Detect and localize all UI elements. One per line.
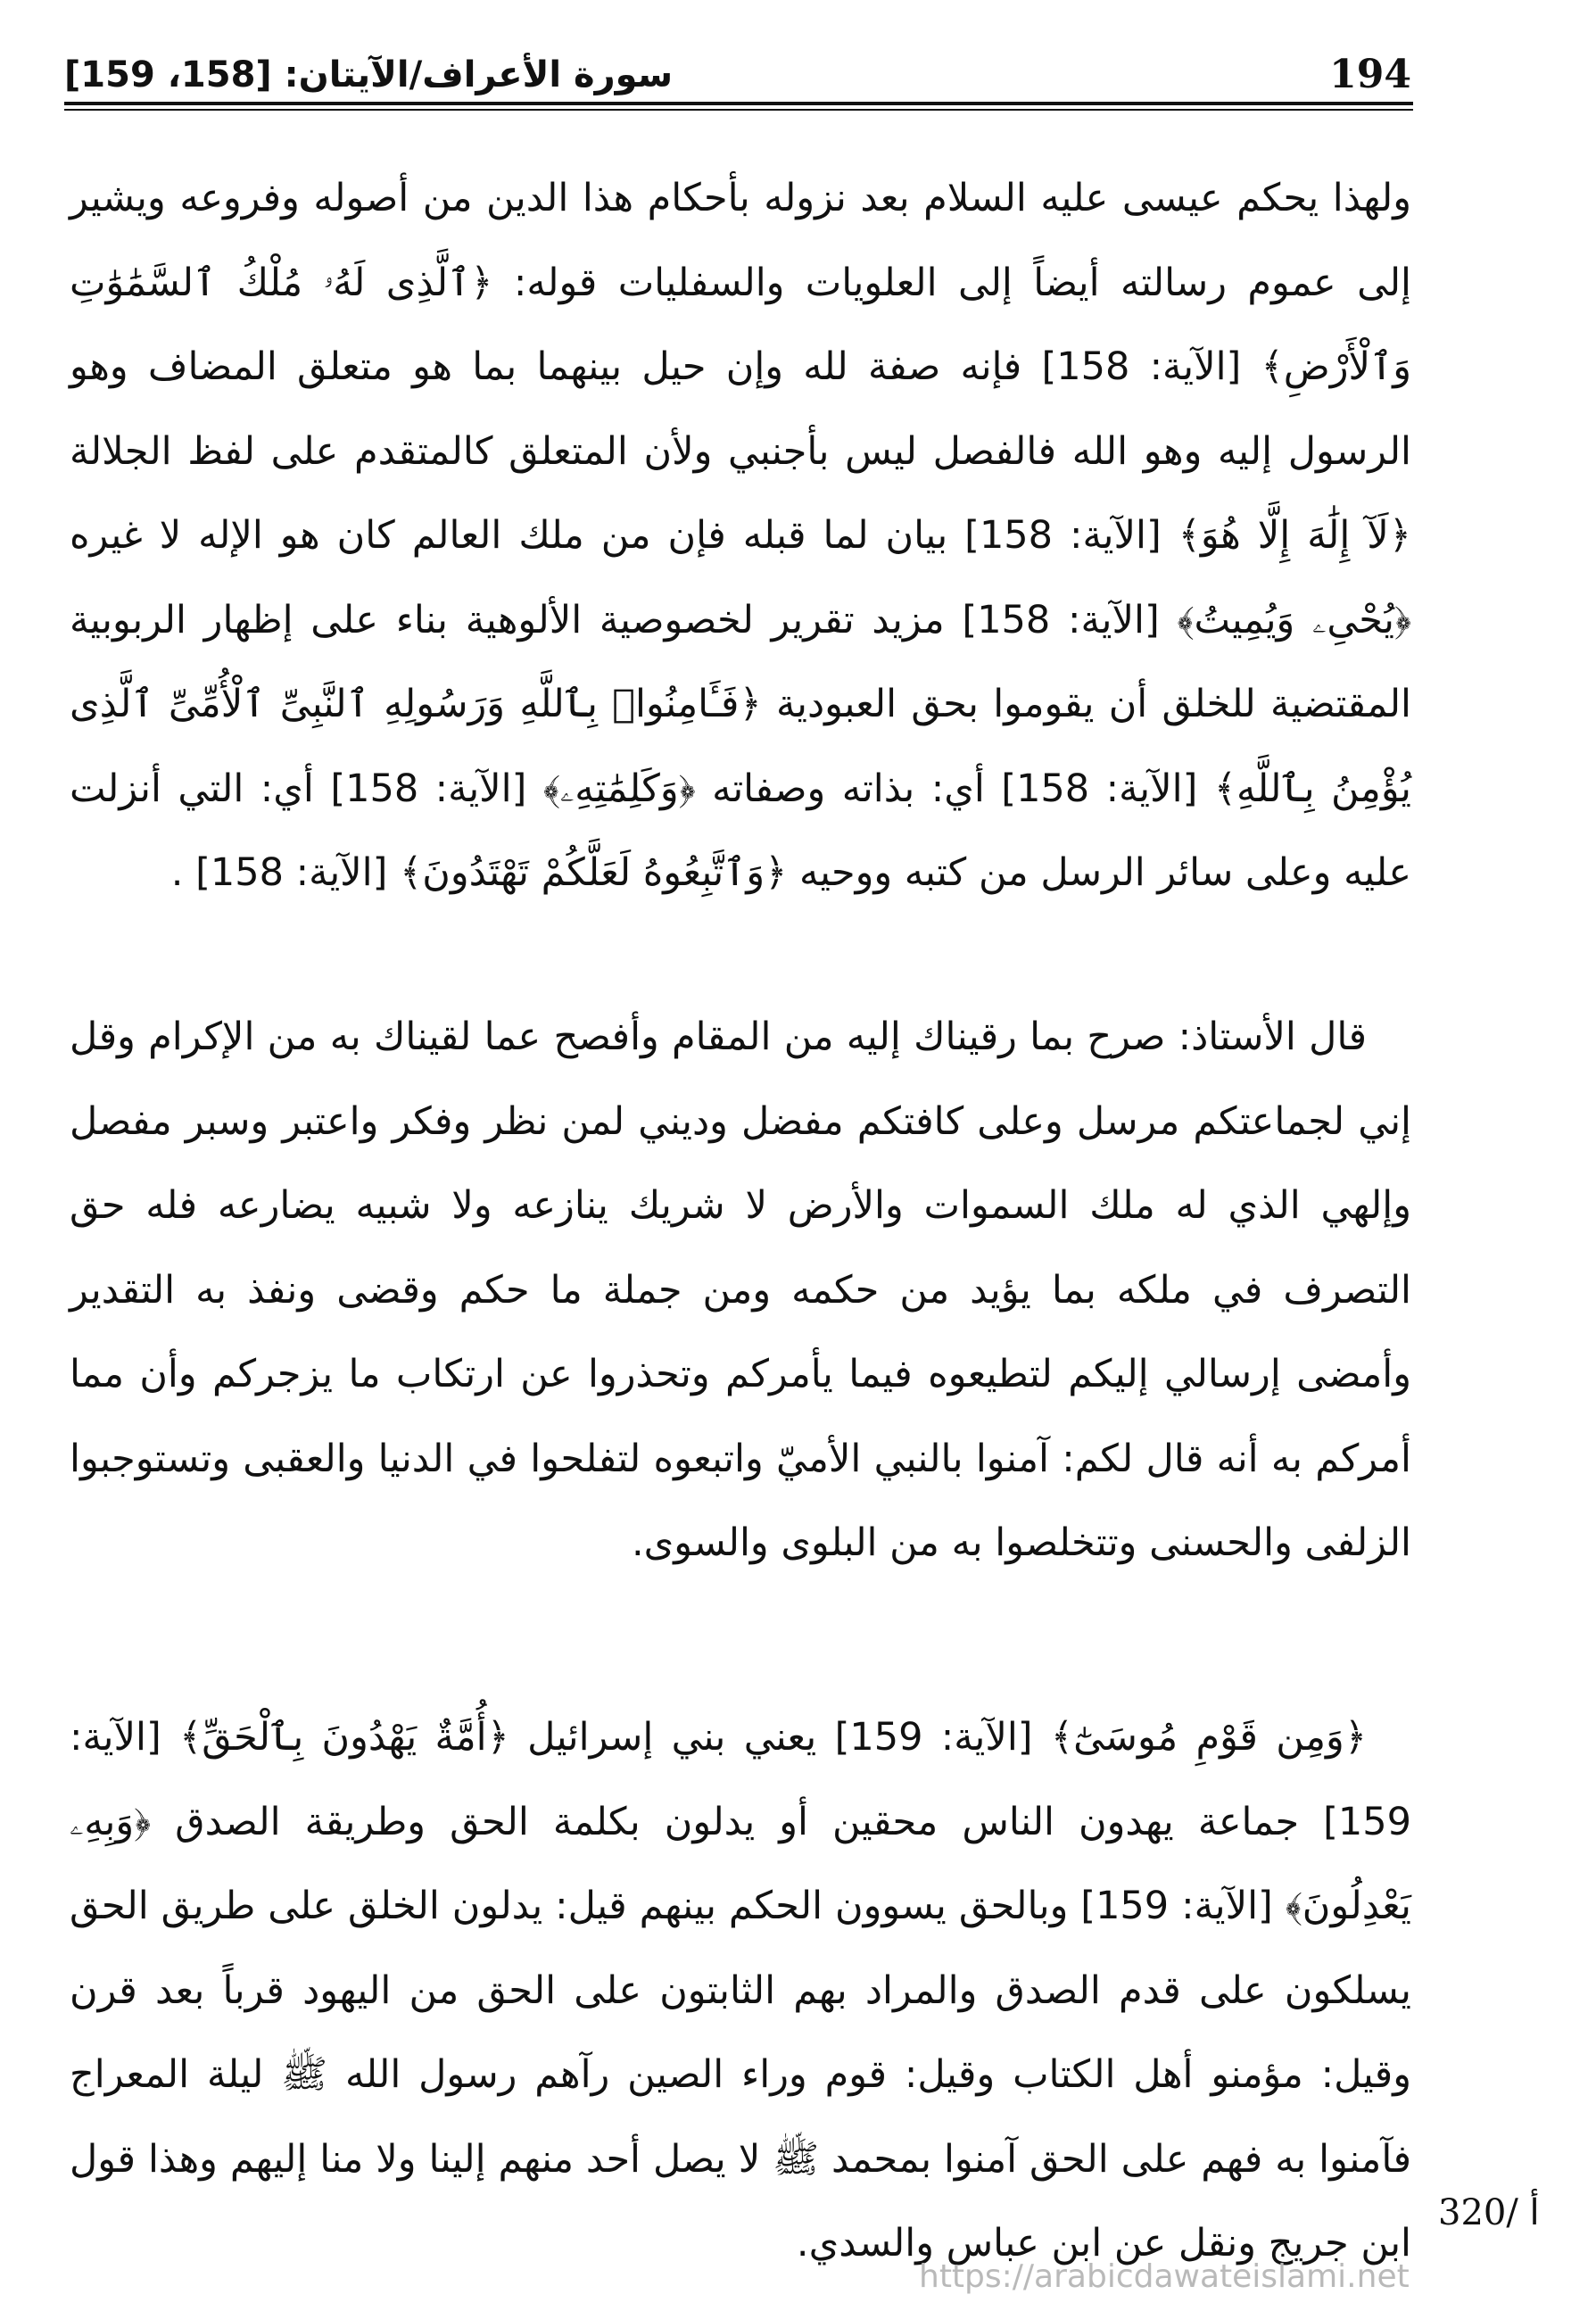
paragraph-3: ﴿وَمِن قَوْمِ مُوسَىٰٓ﴾ [الآية: 159] يعني بني إسرائيل ﴿أُمَّةٌ يَهْدُونَ بِٱلْحَقِّ﴾ [الآية: 159] جماعة يهدون الناس محقين أو يدلون بكلمة الحق وطريقة الصدق ﴿وَبِهِۦ يَعْدِلُونَ﴾ [الآية: 159] وبالحق يسوون الحكم بينهم قيل: يدلون الخلق على طريق الحق يسلكون على قدم الصدق والمراد بهم الثابتون على الحق من اليهود قرباً بعد قرن وقيل: مؤمنو أهل الكتاب وقيل: قوم وراء الصين رآهم رسول الله ﷺ ليلة المعراج فآمنوا به فهم على الحق آمنوا بمحمد ﷺ لا يصل أحد منهم إلينا ولا منا إليهم وهذا قول ابن جريج ونقل عن ابن عباس والسدي. (70, 1715, 1411, 2265)
header-rule (64, 102, 1413, 105)
page-header (64, 43, 1411, 105)
paragraph-1: ولهذا يحكم عيسى عليه السلام بعد نزوله بأحكام هذا الدين من أصوله وفروعه ويشير إلى عموم رسالته أيضاً إلى العلويات والسفليات قوله: ﴿ٱلَّذِى لَهُۥ مُلْكُ ٱلسَّمَٰوَٰتِ وَٱلْأَرْضِ﴾ [الآية: 158] فإنه صفة لله وإن حيل بينهما بما هو متعلق المضاف وهو الرسول إليه وهو الله فالفصل ليس بأجنبي ولأن المتعلق كالمتقدم على لفظ الجلالة ﴿لَآ إِلَٰهَ إِلَّا هُوَ﴾ [الآية: 158] بيان لما قبله فإن من ملك العالم كان هو الإله لا غيره ﴿يُحْىِۦ وَيُمِيتُ﴾ [الآية: 158] مزيد تقرير لخصوصية الألوهية بناء على إظهار الربوبية المقتضية للخلق أن يقوموا بحق العبودية ﴿فَـَٔامِنُوا۟ بِٱللَّهِ وَرَسُولِهِ ٱلنَّبِىِّ ٱلْأُمِّىِّ ٱلَّذِى يُؤْمِنُ بِٱللَّهِ﴾ [الآية: 158] أي: بذاته وصفاته ﴿وَكَلِمَٰتِهِۦ﴾ [الآية: 158] أي: التي أنزلت عليه وعلى سائر الرسل من كتبه ووحيه ﴿وَٱتَّبِعُوهُ لَعَلَّكُمْ تَهْتَدُونَ﴾ [الآية: 158] . (70, 176, 1412, 895)
paragraph-2: قال الأستاذ: صرح بما رقيناك إليه من المقام وأفصح عما لقيناك به من الإكرام وقل إني لجماعتكم مرسل وعلى كافتكم مفضل وديني لمن نظر وفكر واعتبر وسبر مفصل وإلهي الذي له ملك السموات والأرض لا شريك ينازعه ولا شبيه يضارعه فله حق التصرف في ملكه بما يؤيد من حكمه ومن جملة ما حكم وقضى ونفذ به التقدير وأمضى إرسالي إليكم لتطيعوه فيما يأمركم وتحذروا عن ارتكاب ما يزجركم وأن مما أمركم به أنه قال لكم: آمنوا بالنبي الأميّ واتبعوه لتفلحوا في الدنيا والعقبى وتستوجبوا الزلفى والحسنى وتتخلصوا به من البلوى والسوى. (70, 1015, 1411, 1565)
page-number: 194 (1329, 52, 1411, 97)
running-title: سورة الأعراف/الآيتان: [158، 159] (64, 54, 674, 95)
header-rule-thin (64, 109, 1413, 111)
manuscript-folio-note: 320/ أ (1438, 2192, 1540, 2233)
watermark-url: https://arabicdawateislami.net (919, 2258, 1410, 2295)
